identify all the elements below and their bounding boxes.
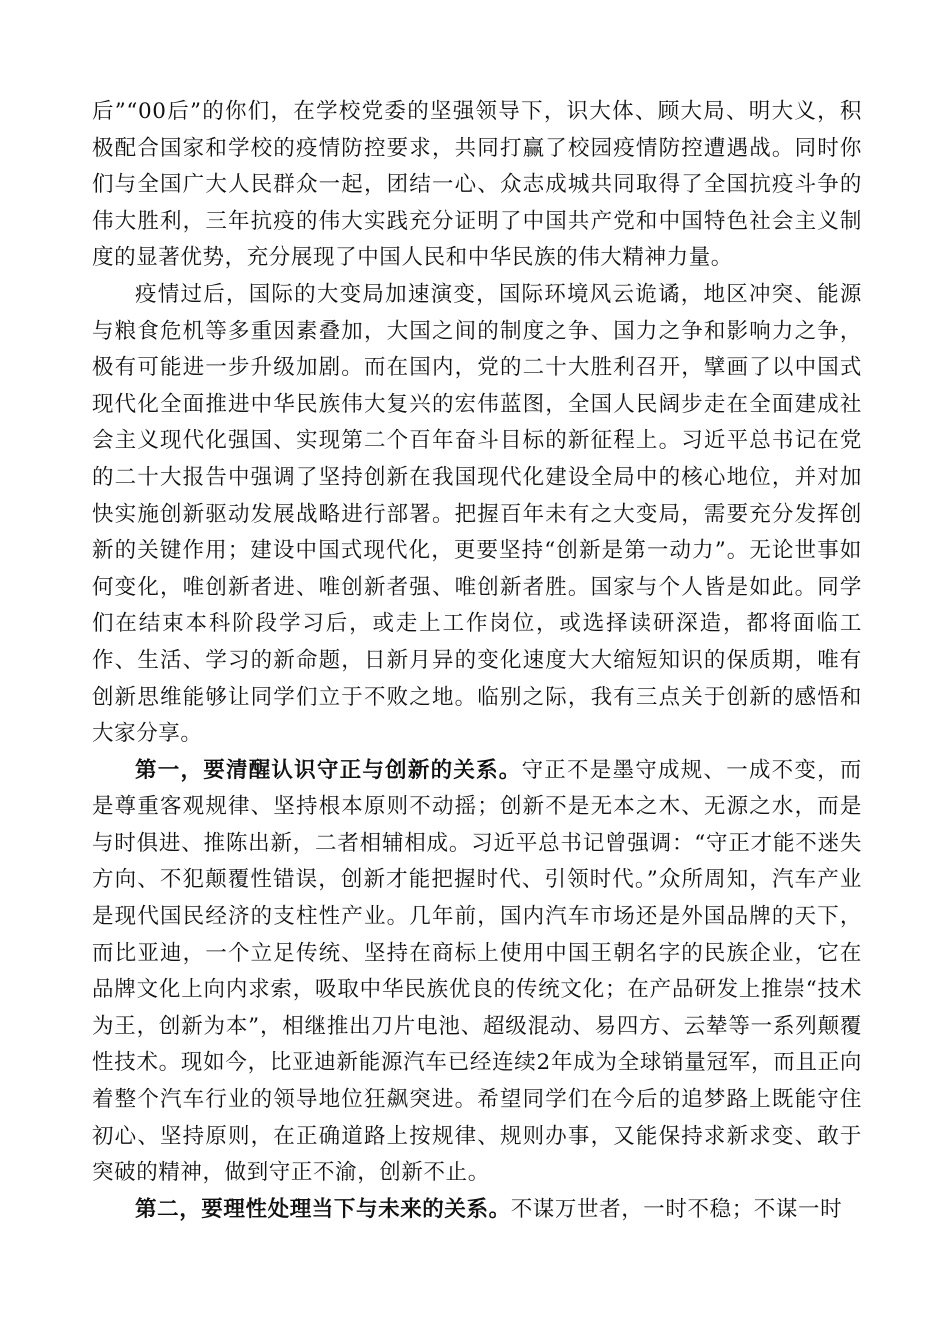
paragraph-2 [92,277,862,753]
paragraph-text: 后”“00后”的你们，在学校党委的坚强领导下，识大体、顾大局、明大义，积极配合国家和学校的疫情防控要求，共同打赢了校园疫情防控遭遇战。同时你们与全国广大人民群众一起，团结一心、众志成城共同取得了全国抗疫斗争的伟大胜利，三年抗疫的伟大实践充分证明了中国共产党和中国特色社会主义制度的显著优势，充分展现了中国人民和中华民族的伟大精神力量。 [92,99,862,271]
paragraph-1 [92,94,862,277]
paragraph-heading: 第一，要清醒认识守正与创新的关系。 [135,757,522,783]
paragraph-4 [92,1192,862,1229]
paragraph-text: 不谋万世者，一时不稳；不谋一时 [510,1196,843,1222]
paragraph-heading: 第二，要理性处理当下与未来的关系。 [135,1196,511,1222]
paragraph-3 [92,753,862,1192]
paragraph-text: 守正不是墨守成规、一成不变，而是尊重客观规律、坚持根本原则不动摇；创新不是无本之木、无源之水，而是与时俱进、推陈出新，二者相辅相成。习近平总书记曾强调：“守正才能不迷失方向、不犯颠覆性错误，创新才能把握时代、引领时代。”众所周知，汽车产业是现代国民经济的支柱性产业。几年前，国内汽车市场还是外国品牌的天下，而比亚迪，一个立足传统、坚持在商标上使用中国王朝名字的民族企业，它在品牌文化上向内求索，吸取中华民族优良的传统文化；在产品研发上推崇“技术为王，创新为本”，相继推出刀片电池、超级混动、易四方、云辇等一系列颠覆性技术。现如今，比亚迪新能源汽车已经连续2年成为全球销量冠军，而且正向着整个汽车行业的领导地位狂飙突进。希望同学们在今后的追梦路上既能守住初心、坚持原则，在正确道路上按规律、规则办事，又能保持求新求变、敢于突破的精神，做到守正不渝，创新不止。 [92,757,862,1186]
paragraph-text: 疫情过后，国际的大变局加速演变，国际环境风云诡谲，地区冲突、能源与粮食危机等多重因素叠加，大国之间的制度之争、国力之争和影响力之争，极有可能进一步升级加剧。而在国内，党的二十大胜利召开，擘画了以中国式现代化全面推进中华民族伟大复兴的宏伟蓝图，全国人民阔步走在全面建成社会主义现代化强国、实现第二个百年奋斗目标的新征程上。习近平总书记在党的二十大报告中强调了坚持创新在我国现代化建设全局中的核心地位，并对加快实施创新驱动发展战略进行部署。把握百年未有之大变局，需要充分发挥创新的关键作用；建设中国式现代化，更要坚持“创新是第一动力”。无论世事如何变化，唯创新者进、唯创新者强、唯创新者胜。国家与个人皆是如此。同学们在结束本科阶段学习后，或走上工作岗位，或选择读研深造，都将面临工作、生活、学习的新命题，日新月异的变化速度大大缩短知识的保质期，唯有创新思维能够让同学们立于不败之地。临别之际，我有三点关于创新的感悟和大家分享。 [92,281,862,747]
document-body [92,94,862,1228]
